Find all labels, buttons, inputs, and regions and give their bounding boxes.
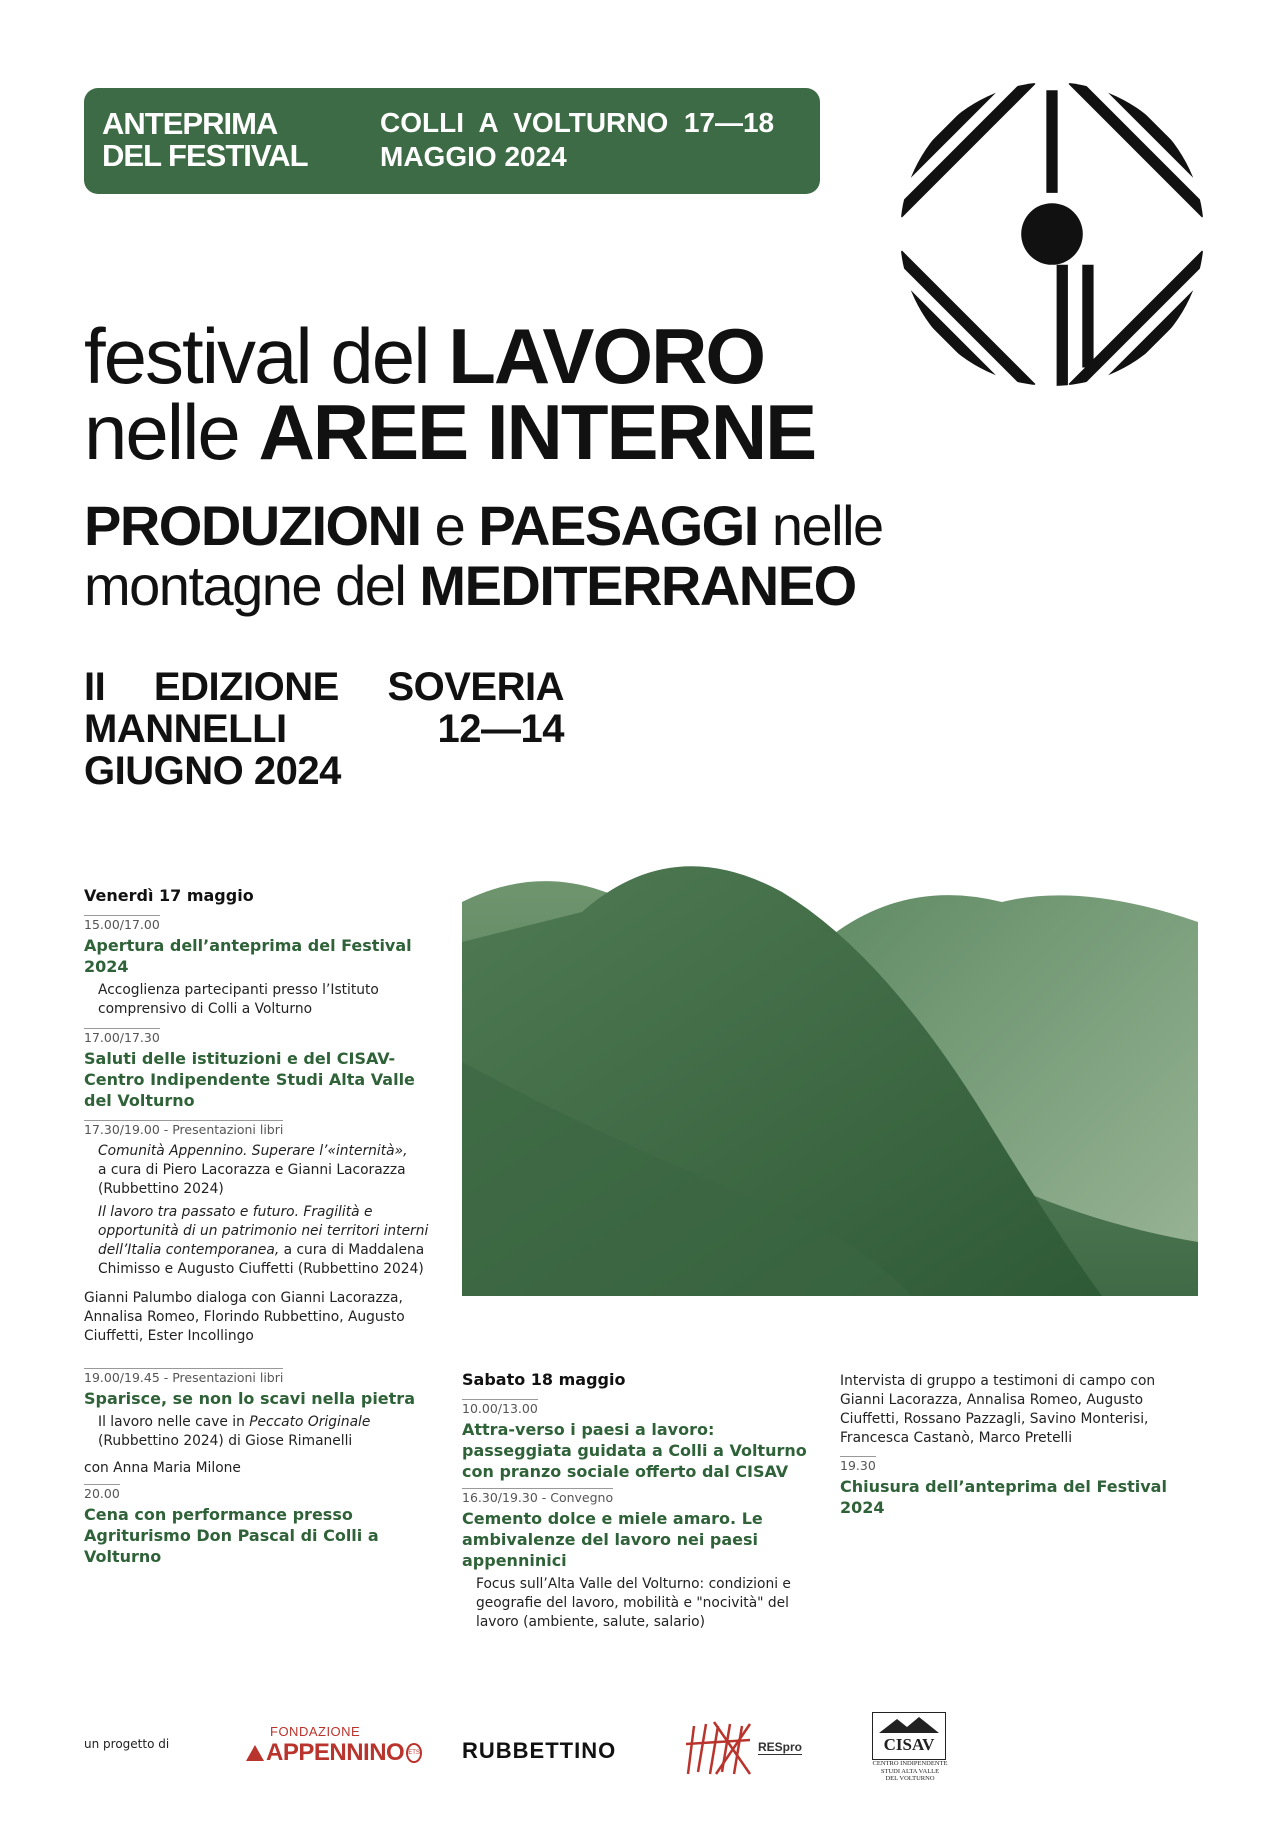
event-time: 19.00/19.45 - Presentazioni libri <box>84 1370 284 1385</box>
book-title: Comunità Appennino. Superare l’«internità», <box>98 1143 408 1159</box>
sponsor-bottom-text: APPENNINO <box>266 1739 405 1766</box>
respro-mark-icon <box>684 1718 764 1778</box>
desc-part: (Rubbettino 2024) di Giose Rimanelli <box>98 1414 375 1449</box>
event-time: 16.30/19.30 - Convegno <box>462 1490 614 1505</box>
saturday-program <box>462 1370 814 1632</box>
event-title: Chiusura dell’anteprima del Festival 2024 <box>840 1477 1167 1517</box>
sponsor-respro <box>684 1718 804 1778</box>
book-details: a cura di Piero Lacorazza e Gianni Lacorazza (Rubbettino 2024) <box>98 1162 406 1197</box>
friday-heading: Venerdì 17 maggio <box>84 886 254 905</box>
saturday-program-continued <box>840 1372 1202 1518</box>
cisav-sub1: CENTRO INDIPENDENTE <box>872 1760 948 1767</box>
header-banner <box>84 88 820 194</box>
desc-italic: Peccato Originale <box>249 1414 371 1430</box>
interview-description: Intervista di gruppo a testimoni di campo con Gianni Lacorazza, Annalisa Romeo, Augusto Ciuffetti, Rossano Pazzagli, Savino Monterisi, Francesca Castanò, Marco Pretelli <box>840 1373 1156 1446</box>
sponsor-top-text: FONDAZIONE <box>270 1724 361 1739</box>
project-by-label: un progetto di <box>84 1737 170 1751</box>
festival-logo <box>898 80 1206 388</box>
edition-w5: 12—14 <box>437 707 564 751</box>
subtitle-bold1: PRODUZIONI <box>84 494 421 557</box>
event-title: Saluti delle istituzioni e del CISAV-Centro Indipendente Studi Alta Valle del Volturno <box>84 1049 415 1110</box>
respro-text: RESpro <box>758 1740 803 1754</box>
event-time: 10.00/13.00 <box>462 1401 538 1416</box>
event-time: 17.00/17.30 <box>84 1030 160 1045</box>
title-line2-bold: AREE INTERNE <box>258 388 816 476</box>
event-description: Accoglienza partecipanti presso l’Istituto comprensivo di Colli a Volturno <box>98 982 379 1017</box>
book-presentation-1 <box>84 1142 446 1199</box>
sponsor-fondazione-appennino <box>246 1724 420 1767</box>
cisav-sub2: STUDI ALTA VALLE <box>880 1767 940 1775</box>
event-time: 19.30 <box>840 1458 876 1473</box>
banner-right-line2: MAGGIO 2024 <box>380 141 567 172</box>
moderator: con Anna Maria Milone <box>84 1460 241 1476</box>
triangle-icon <box>246 1745 264 1761</box>
event-title: Attra-verso i paesi a lavoro: passeggiata guidata a Colli a Volturno con pranzo sociale offerto dal CISAV <box>462 1420 807 1481</box>
friday-program <box>84 886 446 1567</box>
mountains-illustration <box>462 862 1198 1296</box>
title-line1-bold: LAVORO <box>448 312 765 400</box>
speakers: Gianni Palumbo dialoga con Gianni Lacorazza, Annalisa Romeo, Florindo Rubbettino, Augusto Ciuffetti, Ester Incollingo <box>84 1290 405 1344</box>
cisav-subtitle <box>872 1760 948 1783</box>
event-time: 20.00 <box>84 1486 120 1501</box>
edition-w2: EDIZIONE <box>153 665 339 709</box>
event-time: 17.30/19.00 - Presentazioni libri <box>84 1122 284 1137</box>
banner-left-line1: ANTEPRIMA <box>102 106 278 141</box>
festival-subtitle <box>84 496 883 616</box>
festival-title <box>84 312 816 476</box>
subtitle-light2: nelle <box>757 494 883 557</box>
ets-badge: ETS <box>406 1743 422 1763</box>
desc-part: Il lavoro nelle cave in <box>98 1414 250 1430</box>
subtitle-light1: e <box>420 494 479 557</box>
edition-w4: MANNELLI <box>84 707 287 751</box>
edition-w1: II <box>84 665 106 709</box>
subtitle-bold2: PAESAGGI <box>478 494 758 557</box>
subtitle-line2-bold: MEDITERRANEO <box>419 554 856 617</box>
banner-location-date <box>380 106 774 174</box>
event-title: Cemento dolce e miele amaro. Le ambivalenze del lavoro nei paesi appenninici <box>462 1509 763 1570</box>
banner-right-line1: COLLI A VOLTURNO 17—18 <box>380 107 775 138</box>
edition-info <box>84 666 564 792</box>
sponsor-rubbettino: RUBBETTINO <box>462 1738 617 1763</box>
edition-w3: SOVERIA <box>387 665 564 709</box>
book-presentation-2 <box>84 1203 446 1279</box>
event-title: Cena con performance presso Agriturismo Don Pascal di Colli a Volturno <box>84 1505 379 1566</box>
sponsor-cisav <box>872 1712 948 1784</box>
subtitle-line2-light: montagne del <box>84 554 420 617</box>
saturday-heading: Sabato 18 maggio <box>462 1370 626 1389</box>
cisav-sub3: DEL VOLTURNO <box>885 1775 935 1782</box>
cisav-box <box>872 1712 946 1760</box>
book-details: a cura di Maddalena Chimisso e Augusto Ciuffetti (Rubbettino 2024) <box>98 1242 429 1277</box>
banner-left-line2: DEL FESTIVAL <box>102 138 308 173</box>
title-line1-light: festival del <box>84 312 449 400</box>
event-description: Focus sull’Alta Valle del Volturno: condizioni e geografie del lavoro, mobilità e "nocività" del lavoro (ambiente, salute, salario) <box>476 1576 791 1630</box>
cisav-name: CISAV <box>883 1735 935 1754</box>
event-title: Apertura dell’anteprima del Festival 2024 <box>84 936 412 976</box>
title-line2-light: nelle <box>84 388 259 476</box>
event-description <box>84 1413 446 1451</box>
edition-w6: GIUGNO 2024 <box>84 749 341 793</box>
event-time: 15.00/17.00 <box>84 917 160 932</box>
book-title: Il lavoro tra passato e futuro. Fragilità e opportunità di un patrimonio nei territori interni dell’Italia contemporanea, <box>98 1204 429 1258</box>
mountain-icon <box>873 1715 945 1735</box>
banner-preview-label <box>102 108 308 172</box>
event-title: Sparisce, se non lo scavi nella pietra <box>84 1389 415 1408</box>
